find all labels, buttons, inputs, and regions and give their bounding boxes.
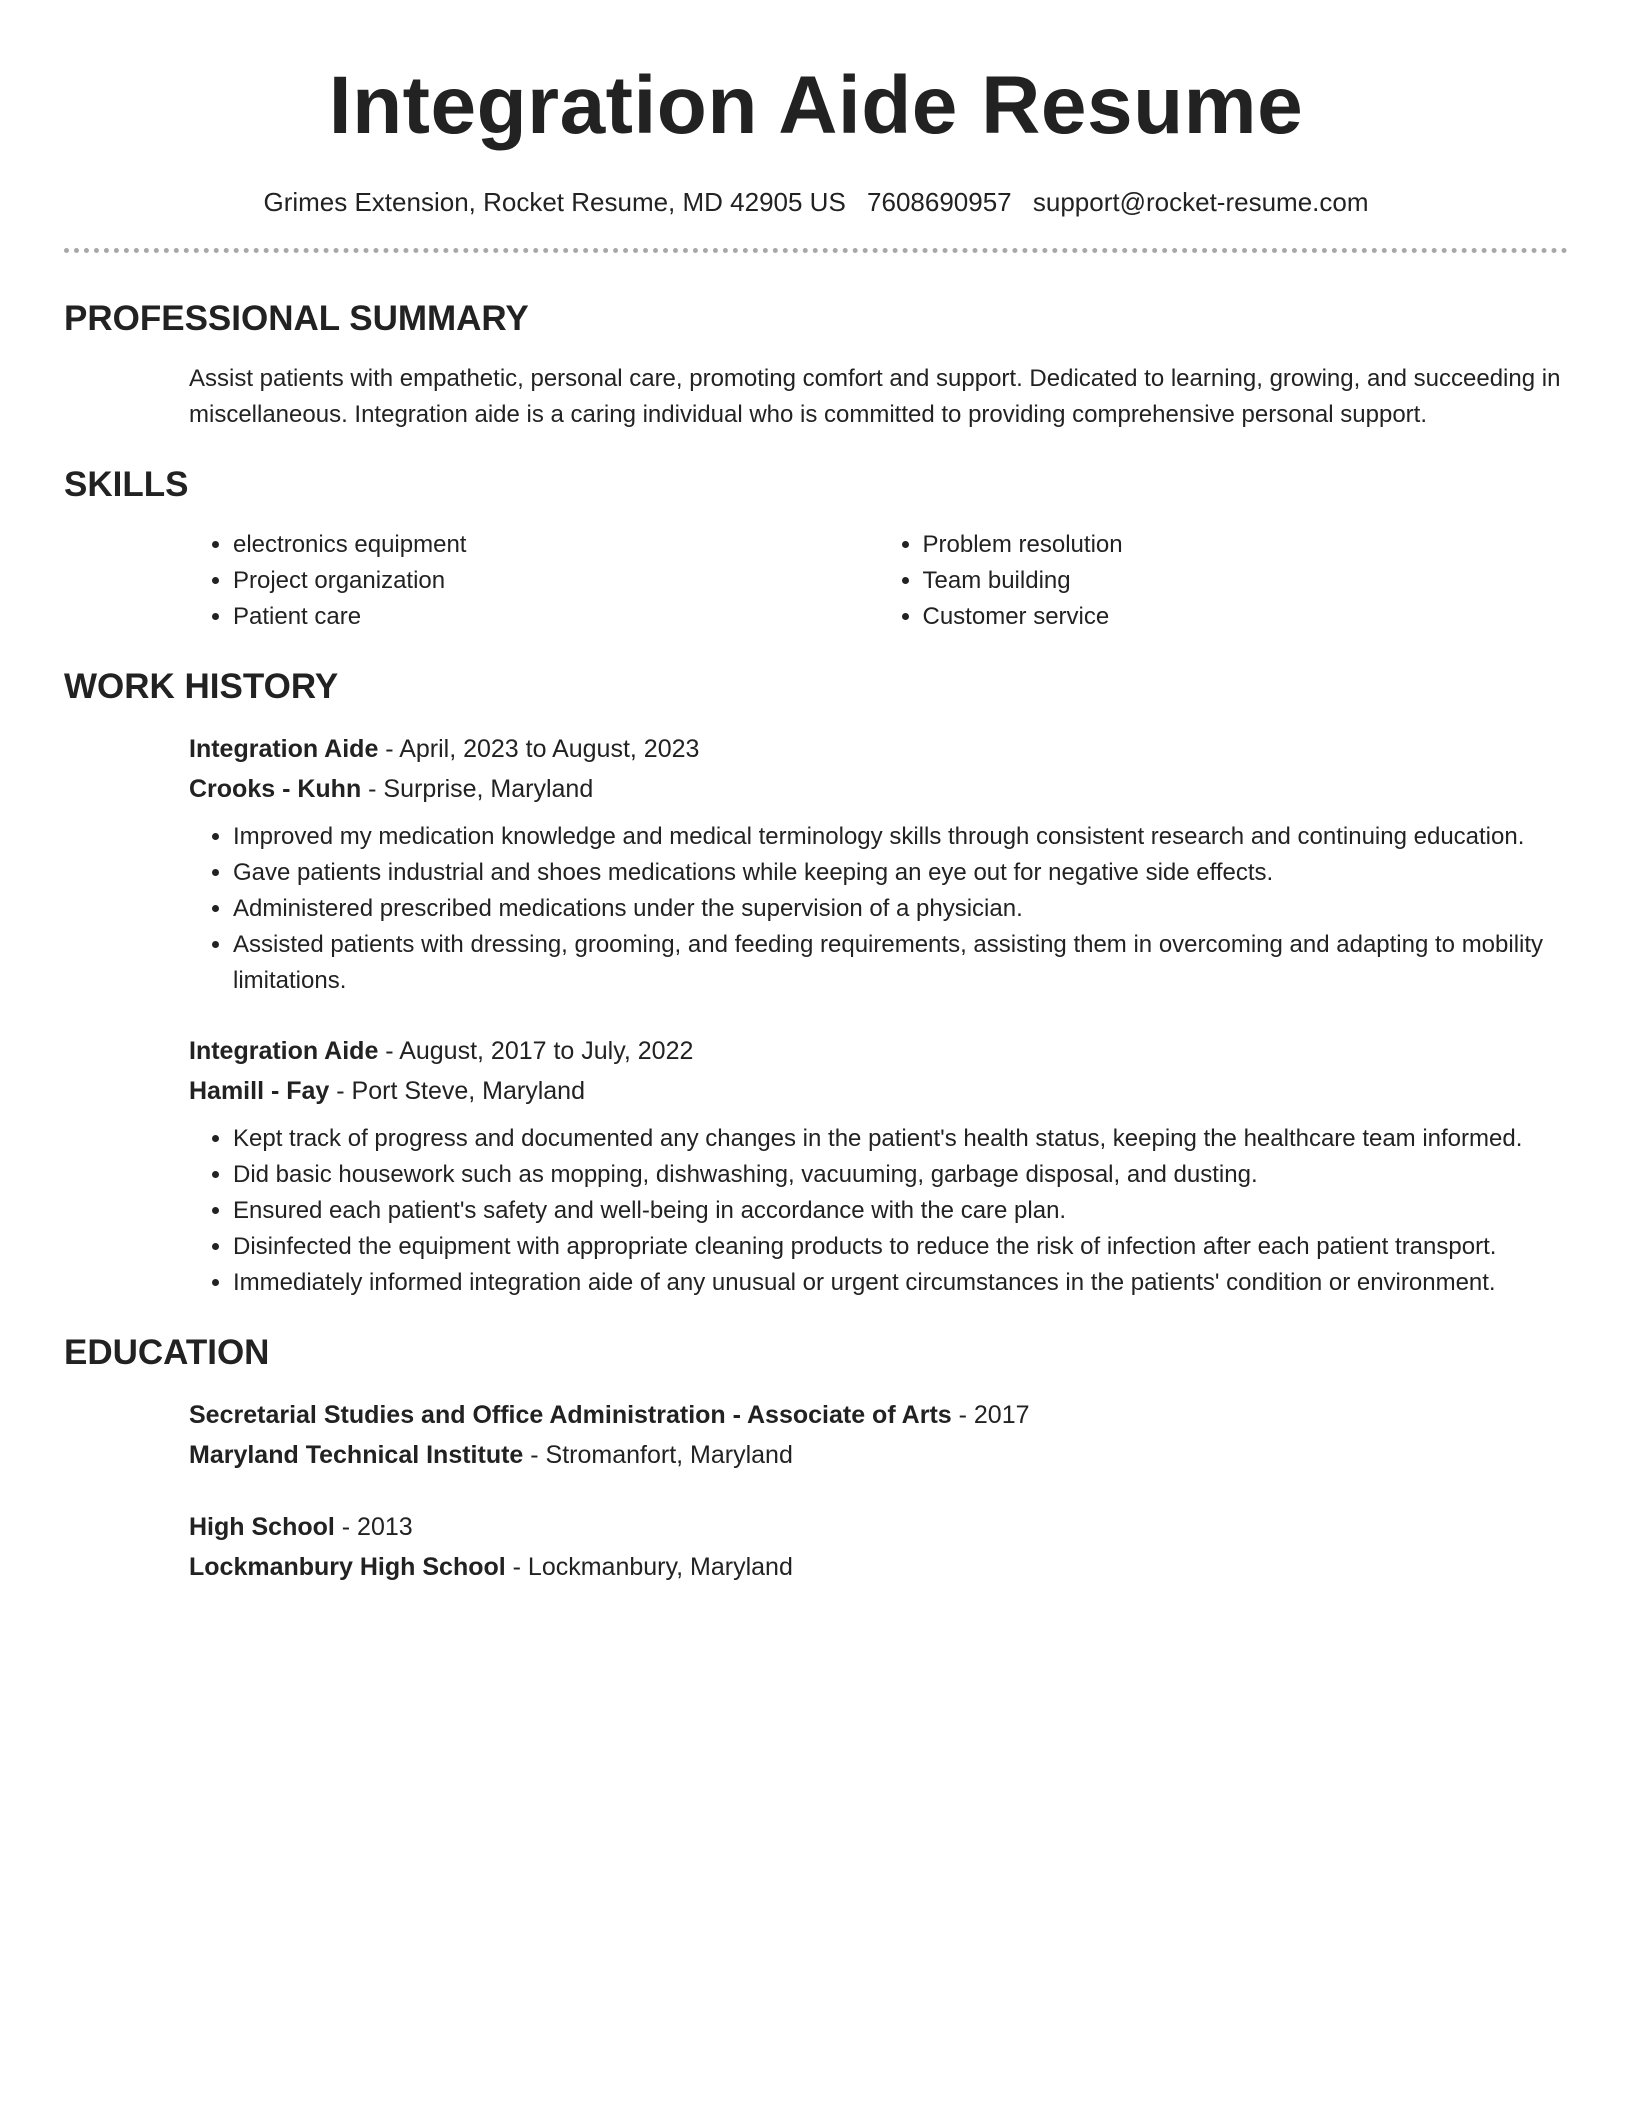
job-dates: - August, 2017 to July, 2022 — [378, 1037, 694, 1065]
resume-title: Integration Aide Resume — [328, 60, 1304, 151]
summary-text: Assist patients with empathetic, personal care, promoting comfort and support. Dedicated to learning, growing, and succeeding in miscellaneous. Integration aide is a caring individual who is committed to providing comprehensive personal support. — [189, 365, 1561, 428]
degree-year: - 2013 — [334, 1513, 413, 1541]
school-name: Maryland Technical Institute — [189, 1441, 524, 1469]
degree-year: - 2017 — [951, 1401, 1030, 1429]
skills-list-right — [879, 527, 1569, 635]
duty-item: • Kept track of progress and documented any changes in the patient's health status, keeping the healthcare team informed. — [233, 1121, 1568, 1157]
degree-line — [189, 1507, 1568, 1547]
skill-item: • electronics equipment — [233, 527, 879, 563]
job-location: - Surprise, Maryland — [361, 775, 594, 803]
skill-item: • Customer service — [923, 599, 1569, 635]
job-title-line — [189, 729, 1568, 769]
duty-item: • Ensured each patient's safety and well-being in accordance with the care plan. — [233, 1193, 1568, 1229]
skill-item: • Problem resolution — [923, 527, 1569, 563]
education-entry — [189, 1395, 1568, 1475]
duty-item: • Disinfected the equipment with appropriate cleaning products to reduce the risk of infection after each patient transport. — [233, 1229, 1568, 1265]
skills-list-left — [189, 527, 879, 635]
school-line — [189, 1547, 1568, 1587]
job-entry — [189, 729, 1568, 999]
job-company-line — [189, 769, 1568, 809]
school-name: Lockmanbury High School — [189, 1553, 506, 1581]
education-entry — [189, 1507, 1568, 1587]
duty-item: • Gave patients industrial and shoes medications while keeping an eye out for negative side effects. — [233, 855, 1568, 891]
school-location: - Lockmanbury, Maryland — [505, 1553, 793, 1581]
contact-line — [64, 184, 1568, 220]
duty-item: • Assisted patients with dressing, grooming, and feeding requirements, assisting them in overcoming and adapting to mobility limitations. — [233, 927, 1568, 999]
education-section — [64, 1331, 1568, 1587]
job-company: Crooks - Kuhn — [189, 775, 362, 803]
job-position: Integration Aide — [189, 735, 379, 763]
job-company: Hamill - Fay — [189, 1077, 330, 1105]
skill-item: • Project organization — [233, 563, 879, 599]
section-title-skills: SKILLS — [64, 465, 189, 504]
school-location: - Stromanfort, Maryland — [523, 1441, 793, 1469]
job-dates: - April, 2023 to August, 2023 — [378, 735, 700, 763]
skill-item: • Patient care — [233, 599, 879, 635]
job-location: - Port Steve, Maryland — [329, 1077, 585, 1105]
job-duties-list — [189, 1121, 1568, 1301]
contact-address: Grimes Extension, Rocket Resume, MD 42905 US — [263, 187, 846, 217]
skills-grid — [189, 527, 1568, 635]
job-title-line — [189, 1031, 1568, 1071]
degree-name: Secretarial Studies and Office Administration - Associate of Arts — [189, 1401, 952, 1429]
duty-item: • Administered prescribed medications under the supervision of a physician. — [233, 891, 1568, 927]
header-divider — [64, 248, 1568, 253]
section-title-education: EDUCATION — [64, 1333, 270, 1372]
job-position: Integration Aide — [189, 1037, 379, 1065]
skill-item: • Team building — [923, 563, 1569, 599]
degree-line — [189, 1395, 1568, 1435]
job-entry — [189, 1031, 1568, 1301]
resume-header — [64, 0, 1568, 220]
duty-item: • Immediately informed integration aide of any unusual or urgent circumstances in the patients' condition or environment. — [233, 1265, 1568, 1301]
duty-item: • Did basic housework such as mopping, dishwashing, vacuuming, garbage disposal, and dusting. — [233, 1157, 1568, 1193]
degree-name: High School — [189, 1513, 335, 1541]
professional-summary-section — [64, 297, 1568, 433]
contact-phone: 7608690957 — [867, 187, 1012, 217]
contact-email: support@rocket-resume.com — [1032, 187, 1369, 217]
duty-item: • Improved my medication knowledge and medical terminology skills through consistent research and continuing education. — [233, 819, 1568, 855]
job-company-line — [189, 1071, 1568, 1111]
section-title-work: WORK HISTORY — [64, 667, 339, 706]
work-history-section — [64, 665, 1568, 1301]
skills-section — [64, 463, 1568, 635]
section-title-summary: PROFESSIONAL SUMMARY — [64, 299, 529, 338]
school-line — [189, 1435, 1568, 1475]
job-duties-list — [189, 819, 1568, 999]
